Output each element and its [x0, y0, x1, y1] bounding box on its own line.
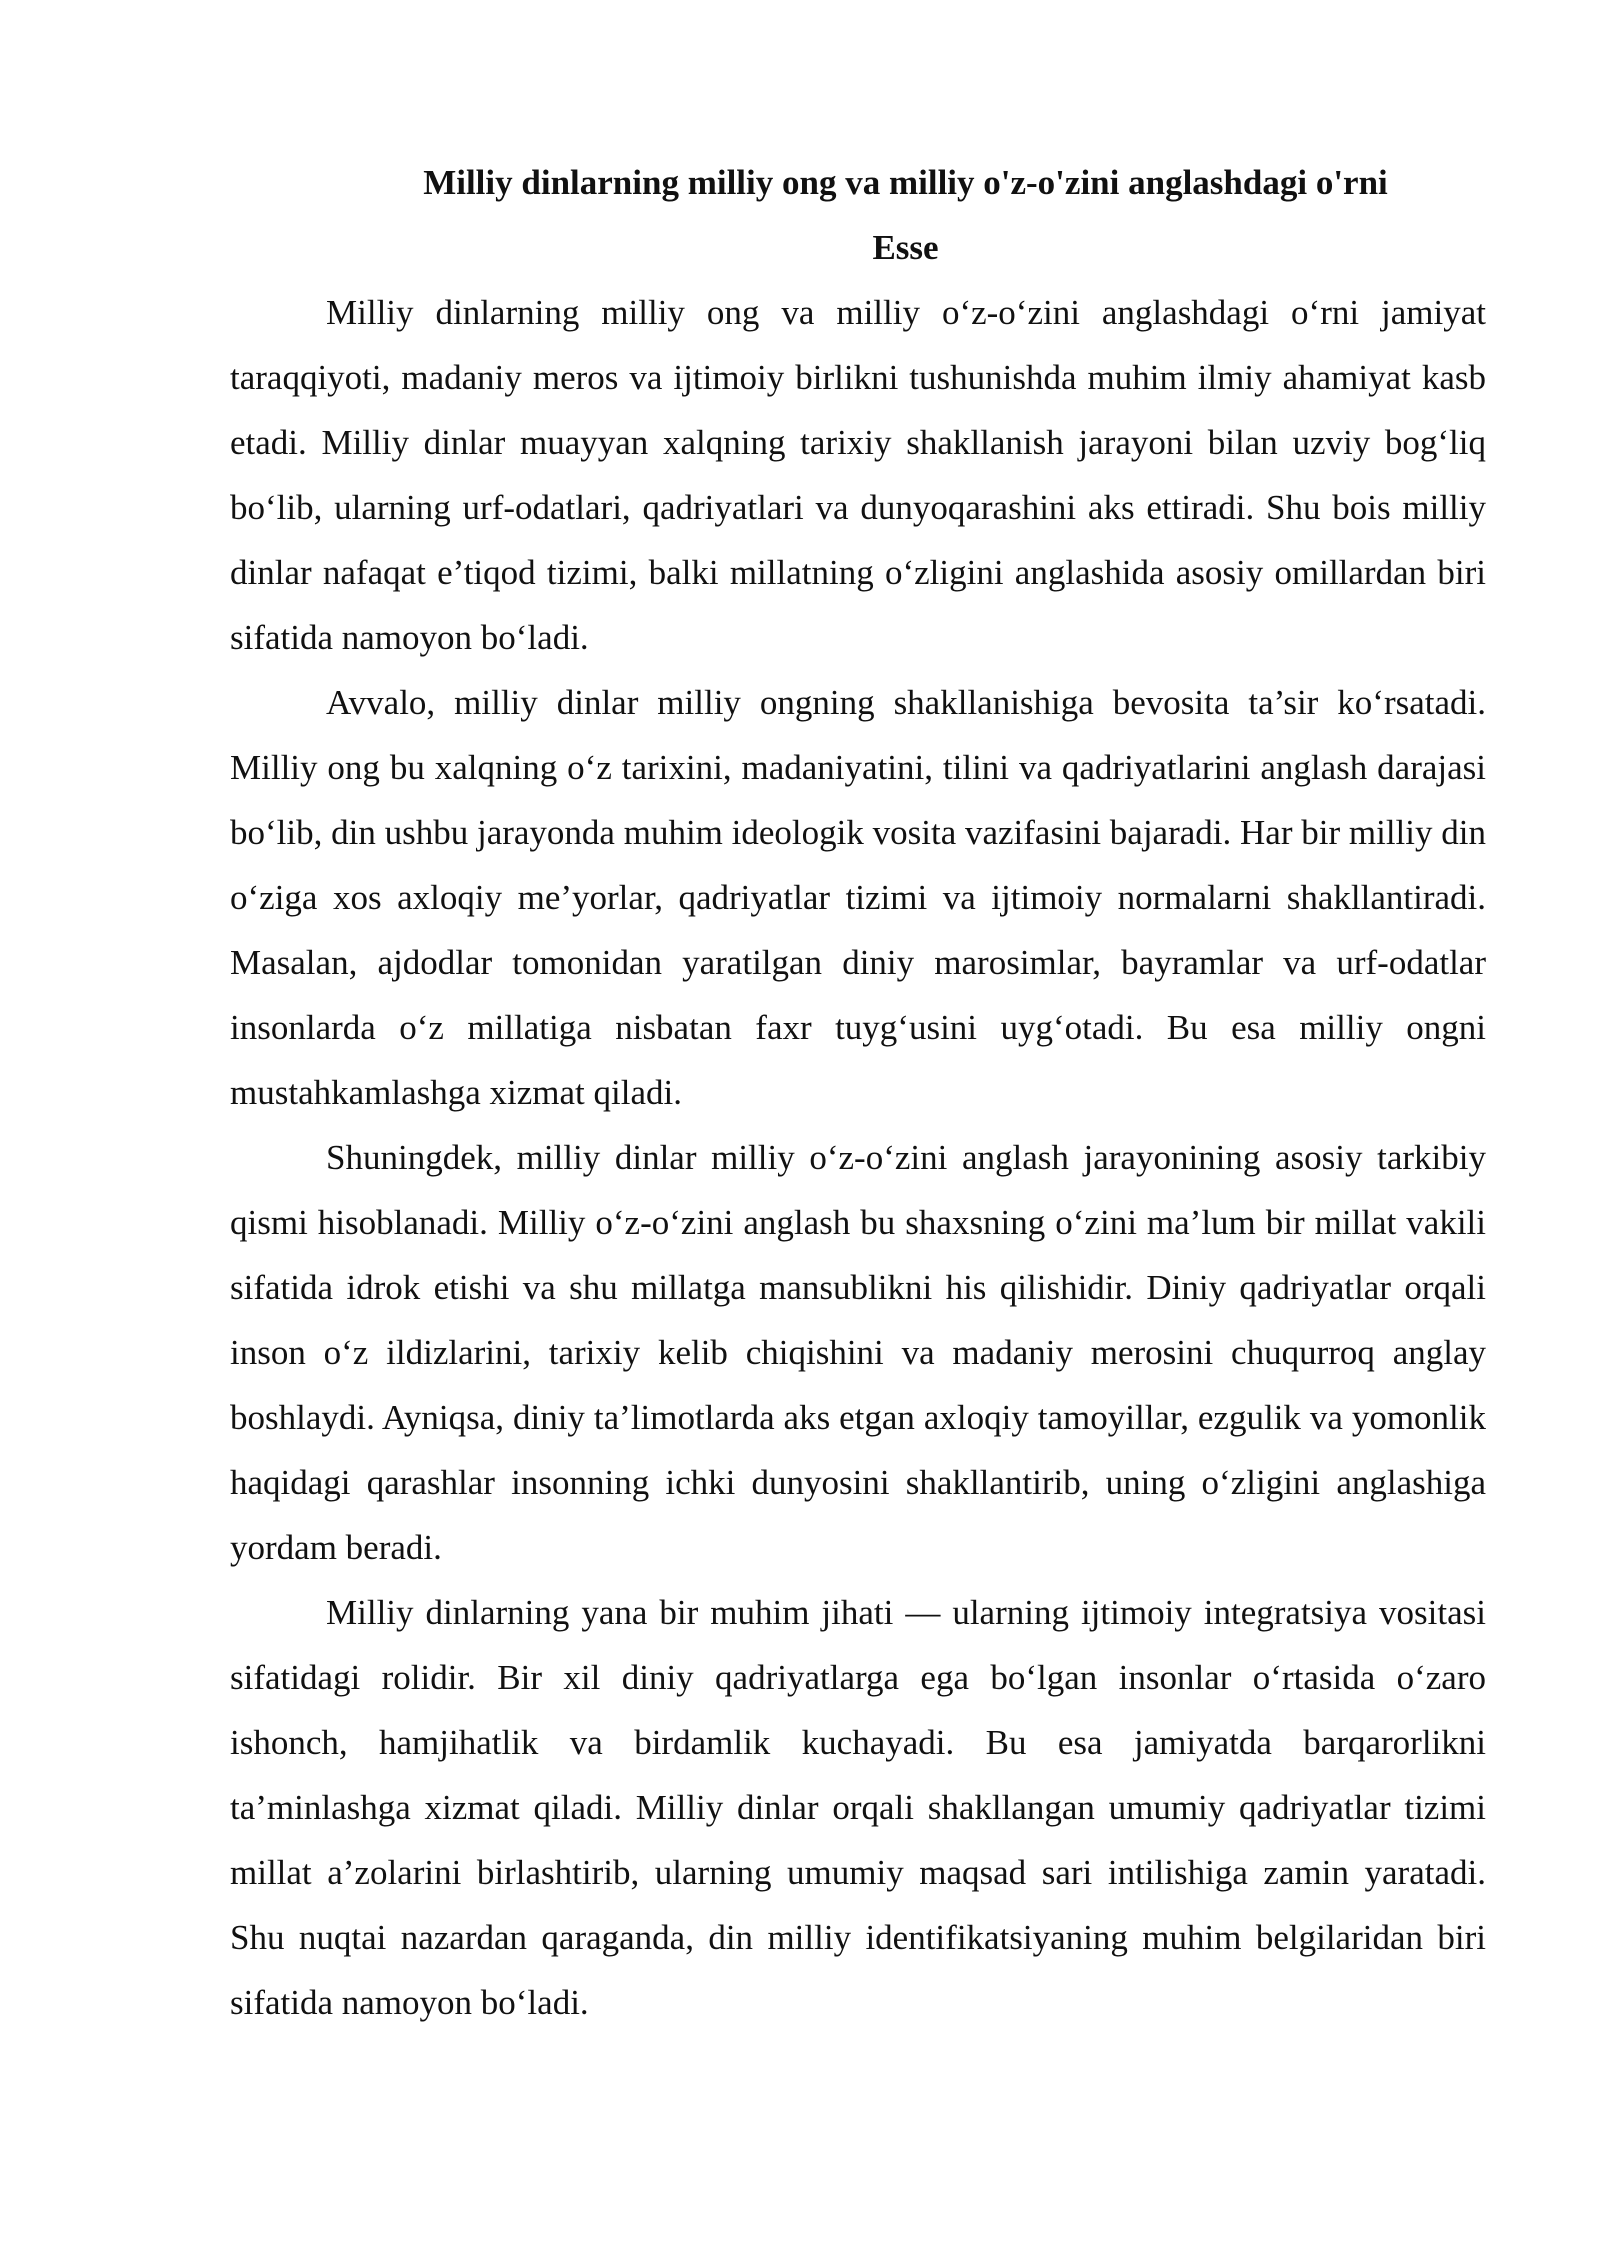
paragraph-1: Milliy dinlarning milliy ong va milliy o‘z-o‘zini anglashdagi o‘rni jamiyat taraqqiyoti, madaniy meros va ijtimoiy birlikni tushunishda muhim ilmiy ahamiyat kasb etadi. Milliy dinlar muayyan xalqning tarixiy shakllanish jarayoni bilan uzviy bog‘liq bo‘lib, ularning urf-odatlari, qadriyatlari va dunyoqarashini aks ettiradi. Shu bois milliy dinlar nafaqat e’tiqod tizimi, balki millatning o‘zligini anglashida asosiy omillardan biri sifatida namoyon bo‘ladi.	[230, 293, 1486, 657]
paragraph-3: Shuningdek, milliy dinlar milliy o‘z-o‘zini anglash jarayonining asosiy tarkibiy qismi hisoblanadi. Milliy o‘z-o‘zini anglash bu shaxsning o‘zini ma’lum bir millat vakili sifatida idrok etishi va shu millatga mansublikni his qilishidir. Diniy qadriyatlar orqali inson o‘z ildizlarini, tarixiy kelib chiqishini va madaniy merosini chuqurroq anglay boshlaydi. Ayniqsa, diniy ta’limotlarda aks etgan axloqiy tamoyillar, ezgulik va yomonlik haqidagi qarashlar insonning ichki dunyosini shakllantirib, uning o‘zligini anglashiga yordam beradi.	[230, 1138, 1486, 1567]
document-body	[230, 150, 1486, 2035]
paragraph-2: Avvalo, milliy dinlar milliy ongning shakllanishiga bevosita ta’sir ko‘rsatadi. Milliy ong bu xalqning o‘z tarixini, madaniyatini, tilini va qadriyatlarini anglash darajasi bo‘lib, din ushbu jarayonda muhim ideologik vosita vazifasini bajaradi. Har bir milliy din o‘ziga xos axloqiy me’yorlar, qadriyatlar tizimi va ijtimoiy normalarni shakllantiradi. Masalan, ajdodlar tomonidan yaratilgan diniy marosimlar, bayramlar va urf-odatlar insonlarda o‘z millatiga nisbatan faxr tuyg‘usini uyg‘otadi. Bu esa milliy ongni mustahkamlashga xizmat qiladi.	[230, 683, 1486, 1112]
paragraph-4: Milliy dinlarning yana bir muhim jihati — ularning ijtimoiy integratsiya vositasi sifatidagi rolidir. Bir xil diniy qadriyatlarga ega bo‘lgan insonlar o‘rtasida o‘zaro ishonch, hamjihatlik va birdamlik kuchayadi. Bu esa jamiyatda barqarorlikni ta’minlashga xizmat qiladi. Milliy dinlar orqali shakllangan umumiy qadriyatlar tizimi millat a’zolarini birlashtirib, ularning umumiy maqsad sari intilishiga zamin yaratadi. Shu nuqtai nazardan qaraganda, din milliy identifikatsiyaning muhim belgilaridan biri sifatida namoyon bo‘ladi.	[230, 1593, 1486, 2022]
document-subtitle: Esse	[872, 228, 939, 267]
document-title: Milliy dinlarning milliy ong va milliy o'z-o'zini anglashdagi o'rni	[423, 163, 1388, 202]
